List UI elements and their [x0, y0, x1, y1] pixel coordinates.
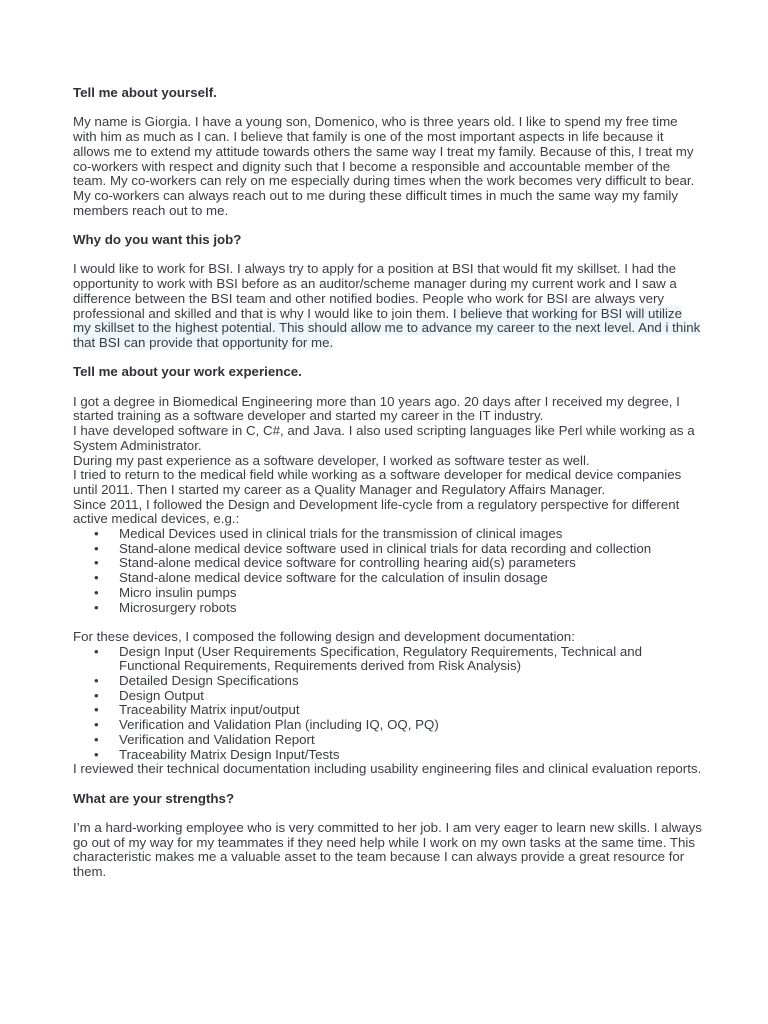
- why-highlighted-text: I believe that working for BSI will utilize my skillset to the highest potential. This should allow me to advance my career to the next level. And i think that BSI can provide that opportunity for me.: [73, 305, 701, 350]
- why-text: I would like to work for BSI. I always try to apply for a position at BSI that would fit my skillset. I had the opportunity to work with BSI before as an auditor/scheme manager during my current work and I saw a difference between the BSI team and other notified bodies. People who work for BSI are always very professional and skilled and that is why I would like to join them.: [73, 261, 677, 321]
- experience-line: Since 2011, I followed the Design and Development life-cycle from a regulatory perspective for different active medical devices, e.g.:: [73, 496, 680, 527]
- list-item: • Stand-alone medical device software for the calculation of insulin dosage: [119, 571, 703, 586]
- documentation-list: [73, 645, 703, 763]
- heading-about: Tell me about yourself.: [73, 85, 217, 100]
- experience-line: During my past experience as a software developer, I worked as software tester as well.: [73, 452, 590, 468]
- list-item: • Design Input (User Requirements Specification, Regulatory Requirements, Technical and Functional Requirements, Requirements derived from Risk Analysis): [119, 645, 703, 674]
- heading-experience: Tell me about your work experience.: [73, 364, 302, 380]
- list-item: • Stand-alone medical device software used in clinical trials for data recording and collection: [119, 542, 703, 557]
- docs-intro: For these devices, I composed the following design and development documentation:: [73, 628, 575, 644]
- device-list: [73, 527, 703, 615]
- strengths-paragraph: I’m a hard-working employee who is very committed to her job. I am very eager to learn new skills. I always go out of my way for my teammates if they need help while I work on my own tasks at the same time. This characteristic makes me a valuable asset to the team because I can always provide a great resource for them.: [73, 820, 702, 880]
- list-item: • Medical Devices used in clinical trials for the transmission of clinical images: [119, 527, 703, 542]
- experience-line: I tried to return to the medical field while working as a software developer for medical device companies until 2011. Then I started my career as a Quality Manager and Regulatory Affairs Manager.: [73, 467, 682, 497]
- list-item: • Micro insulin pumps: [119, 586, 703, 601]
- list-item: • Design Output: [119, 689, 703, 704]
- list-item: • Detailed Design Specifications: [119, 674, 703, 689]
- list-item: • Verification and Validation Report: [119, 733, 703, 748]
- about-paragraph: My name is Giorgia. I have a young son, Domenico, who is three years old. I like to spend my free time with him as much as I can. I believe that family is one of the most important aspects in life because it allows me to extend my attitude towards others the same way I treat my family. Because of this, I treat my co-workers with respect and dignity such that I become a responsible and accountable member of the team. My co-workers can rely on me especially during times when the work becomes very difficult to bear. My co-workers can always reach out to me during these difficult times in much the same way my family members reach out to me.: [73, 114, 695, 218]
- list-item: • Traceability Matrix Design Input/Tests: [119, 748, 703, 763]
- why-paragraph: [73, 262, 703, 350]
- list-item: • Microsurgery robots: [119, 601, 703, 616]
- heading-strengths: What are your strengths?: [73, 790, 235, 806]
- list-item: • Verification and Validation Plan (including IQ, OQ, PQ): [119, 718, 703, 733]
- experience-closing: I reviewed their technical documentation including usability engineering files and clinical evaluation reports.: [73, 761, 702, 777]
- list-item: • Traceability Matrix input/output: [119, 703, 703, 718]
- experience-line: I got a degree in Biomedical Engineering more than 10 years ago. 20 days after I received my degree, I started training as a software developer and started my career in the IT industry.: [73, 393, 680, 424]
- heading-why: Why do you want this job?: [73, 232, 242, 247]
- experience-line: I have developed software in C, C#, and Java. I also used scripting languages like Perl while working as a System Administrator.: [73, 423, 695, 453]
- list-item: • Stand-alone medical device software for controlling hearing aid(s) parameters: [119, 556, 703, 571]
- document-content: [73, 86, 703, 880]
